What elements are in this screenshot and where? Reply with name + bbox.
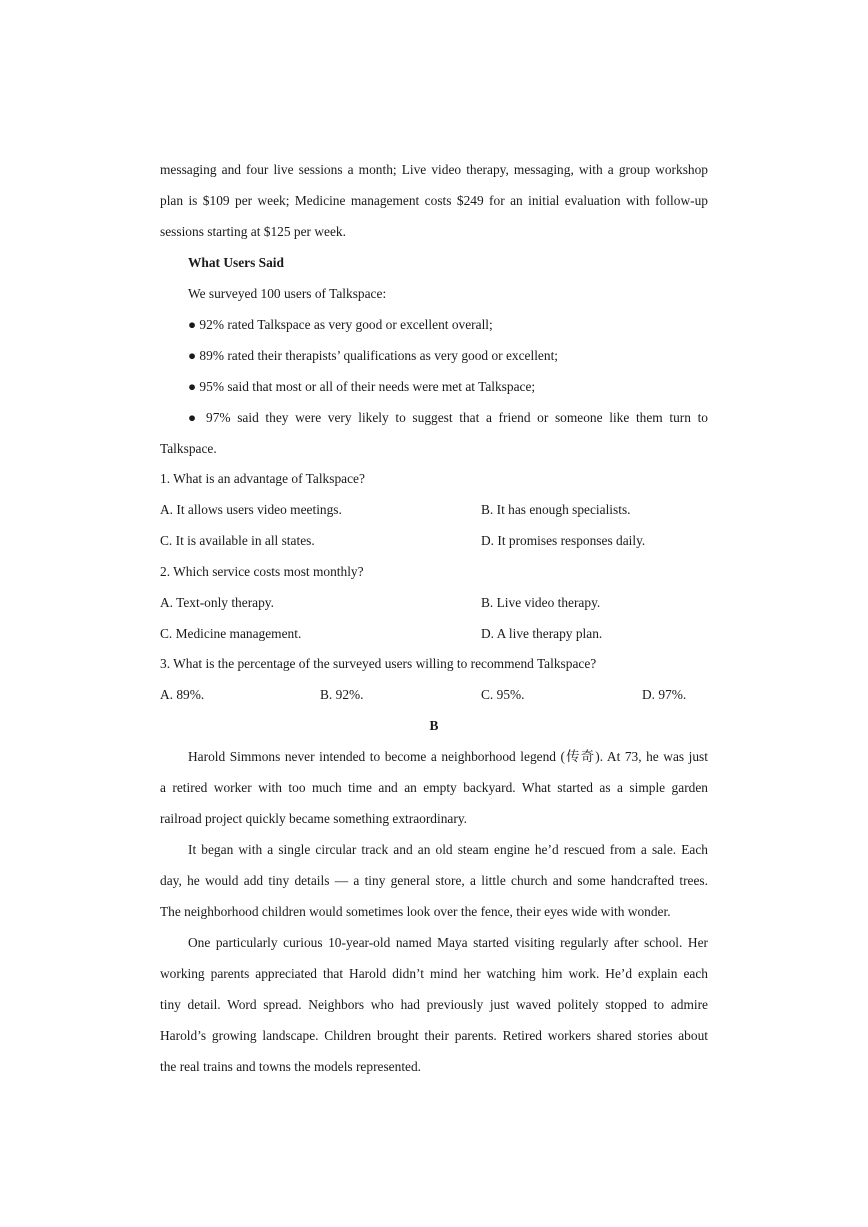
paragraph-line: Harold’s growing landscape. Children brought their parents. Retired workers shared stories about: [160, 1028, 708, 1043]
paragraph-line: Harold Simmons never intended to become a neighborhood legend (传奇). At 73, he was just: [188, 749, 708, 764]
question-stem: 1. What is an advantage of Talkspace?: [160, 471, 365, 486]
answer-option: D. It promises responses daily.: [481, 533, 646, 548]
section-label: B: [429, 718, 439, 733]
answer-option: D. A live therapy plan.: [481, 626, 603, 641]
paragraph-line: railroad project quickly became something extraordinary.: [160, 811, 467, 826]
paragraph-line: the real trains and towns the models represented.: [160, 1059, 422, 1074]
bullet-item: ● 89% rated their therapists’ qualifications as very good or excellent;: [188, 348, 559, 363]
bullet-continuation: Talkspace.: [160, 441, 217, 456]
paragraph-line: a retired worker with too much time and an empty backyard. What started as a simple garden: [160, 780, 708, 795]
section-heading: What Users Said: [188, 255, 284, 270]
pricing-line: sessions starting at $125 per week.: [160, 224, 346, 239]
paragraph-line: working parents appreciated that Harold didn’t mind her watching him work. He’d explain each: [160, 966, 708, 981]
survey-intro: We surveyed 100 users of Talkspace:: [188, 286, 387, 301]
answer-option: A. Text-only therapy.: [160, 595, 274, 610]
pricing-line: plan is $109 per week; Medicine management costs $249 for an initial evaluation with follow-up: [160, 193, 708, 208]
answer-option: B. It has enough specialists.: [481, 502, 631, 517]
paragraph-line: The neighborhood children would sometimes look over the fence, their eyes wide with wonder.: [160, 904, 671, 919]
bullet-item: ● 92% rated Talkspace as very good or excellent overall;: [188, 317, 493, 332]
answer-option: B. 92%.: [320, 687, 364, 702]
answer-option: B. Live video therapy.: [481, 595, 601, 610]
bullet-item: ● 95% said that most or all of their needs were met at Talkspace;: [188, 379, 536, 394]
answer-option: C. 95%.: [481, 687, 525, 702]
answer-option: C. It is available in all states.: [160, 533, 315, 548]
question-stem: 3. What is the percentage of the surveyed users willing to recommend Talkspace?: [160, 656, 597, 671]
bullet-item: ● 97% said they were very likely to suggest that a friend or someone like them turn to: [188, 410, 708, 425]
answer-option: A. 89%.: [160, 687, 205, 702]
answer-option: C. Medicine management.: [160, 626, 302, 641]
paragraph-line: One particularly curious 10-year-old named Maya started visiting regularly after school. Her: [188, 935, 708, 950]
paragraph-line: day, he would add tiny details — a tiny general store, a little church and some handcrafted trees.: [160, 873, 708, 888]
paragraph-line: tiny detail. Word spread. Neighbors who had previously just waved politely stopped to admire: [160, 997, 708, 1012]
answer-option: D. 97%.: [642, 687, 687, 702]
answer-option: A. It allows users video meetings.: [160, 502, 342, 517]
pricing-line: messaging and four live sessions a month; Live video therapy, messaging, with a group workshop: [160, 162, 708, 177]
paragraph-line: It began with a single circular track and an old steam engine he’d rescued from a sale. Each: [188, 842, 708, 857]
question-stem: 2. Which service costs most monthly?: [160, 564, 364, 579]
